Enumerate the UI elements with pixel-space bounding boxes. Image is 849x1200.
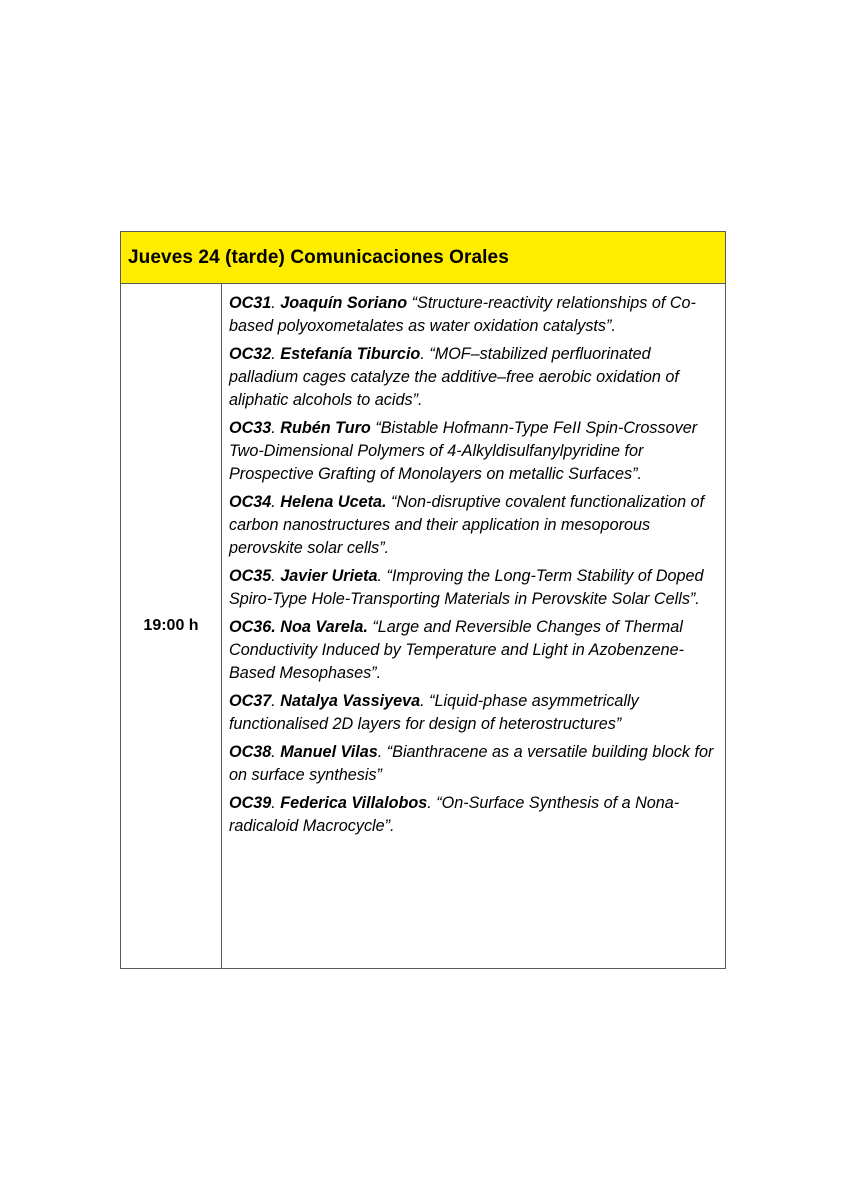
talk-author: Joaquín Soriano [280, 294, 408, 312]
session-time: 19:00 h [143, 617, 199, 634]
talk-code: OC34 [229, 493, 272, 511]
talk-code: OC35 [229, 567, 272, 585]
talk-separator: . [271, 692, 281, 710]
talks-list [222, 284, 725, 968]
talk-item [229, 741, 717, 787]
talk-title: “Bistable Hofmann-Type FeII Spin-Crossover Two-Dimensional Polymers of 4-Alkyldisulfanylpyridine for Prospective Grafting of Monolayers on metallic Surfaces”. [229, 419, 698, 483]
talk-separator: . [377, 743, 387, 761]
talk-separator: . [420, 692, 430, 710]
talk-author: Javier Urieta [280, 567, 378, 585]
talk-code: OC39 [229, 794, 272, 812]
talk-title: “Bianthracene as a versatile building block for on surface synthesis” [229, 743, 714, 784]
talk-separator: . [271, 493, 281, 511]
schedule-table [120, 231, 726, 969]
talk-author: Manuel Vilas [280, 743, 378, 761]
talk-separator: . [271, 345, 281, 363]
talk-item [229, 690, 717, 736]
talk-item [229, 616, 717, 685]
talk-separator: . [377, 567, 387, 585]
talk-item [229, 417, 717, 486]
talk-title: “Liquid-phase asymmetrically functionalised 2D layers for design of heterostructures” [229, 692, 639, 733]
talk-title: “Large and Reversible Changes of Thermal Conductivity Induced by Temperature and Light in Azobenzene-Based Mesophases”. [229, 618, 685, 682]
talk-author: Rubén Turo [280, 419, 371, 437]
talk-author: Estefanía Tiburcio [280, 345, 421, 363]
talk-code: OC38 [229, 743, 272, 761]
talk-code: OC33 [229, 419, 272, 437]
talk-code: OC36. [229, 618, 276, 636]
talk-title: “On-Surface Synthesis of a Nona-radicaloid Macrocycle”. [229, 794, 680, 835]
talk-author: Noa Varela. [280, 618, 368, 636]
talk-separator: . [271, 294, 281, 312]
talk-separator: . [271, 419, 281, 437]
talk-separator: . [420, 345, 430, 363]
talk-author: Federica Villalobos [280, 794, 428, 812]
talk-item [229, 792, 717, 838]
talk-title: “Structure-reactivity relationships of Co-based polyoxometalates as water oxidation catalysts”. [229, 294, 696, 335]
talk-title: “Non-disruptive covalent functionalization of carbon nanostructures and their application in mesoporous perovskite solar cells”. [229, 493, 705, 557]
talk-item [229, 343, 717, 412]
table-header [121, 232, 725, 284]
talk-code: OC31 [229, 294, 272, 312]
talk-item [229, 565, 717, 611]
talk-title: “MOF–stabilized perfluorinated palladium cages catalyze the additive–free aerobic oxidation of aliphatic alcohols to acids”. [229, 345, 679, 409]
talk-separator: . [271, 794, 281, 812]
talk-separator: . [271, 743, 281, 761]
talk-author: Helena Uceta. [280, 493, 387, 511]
talk-separator: . [427, 794, 437, 812]
header-title: Jueves 24 (tarde) Comunicaciones Orales [128, 246, 509, 268]
talk-author: Natalya Vassiyeva [280, 692, 421, 710]
talk-code: OC37 [229, 692, 272, 710]
session-row [121, 284, 725, 968]
time-cell [121, 284, 222, 968]
talk-item [229, 491, 717, 560]
talk-item [229, 292, 717, 338]
talk-title: “Improving the Long-Term Stability of Doped Spiro-Type Hole-Transporting Materials in Perovskite Solar Cells”. [229, 567, 704, 608]
talk-code: OC32 [229, 345, 272, 363]
talk-separator: . [271, 567, 281, 585]
